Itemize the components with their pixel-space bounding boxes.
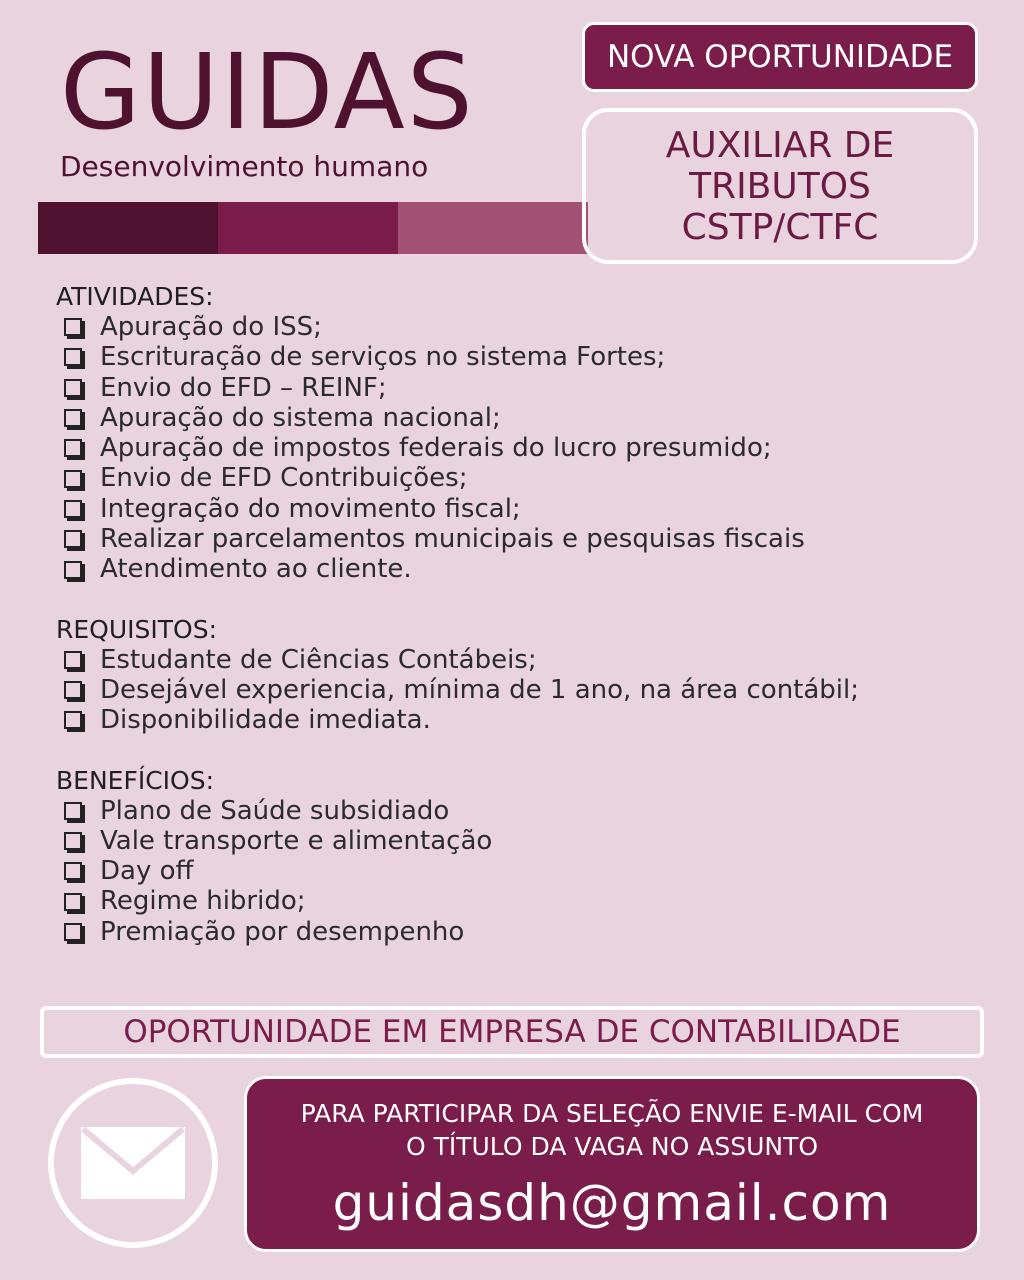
brand-title: GUIDAS <box>60 31 475 153</box>
job-title-box <box>582 108 978 264</box>
list-item <box>56 675 956 705</box>
brand-color-bar <box>38 202 588 254</box>
list-item <box>56 524 956 554</box>
new-opportunity-badge: NOVA OPORTUNIDADE <box>582 22 978 92</box>
checkbox-icon <box>64 923 82 941</box>
job-title-line: CSTP/CTFC <box>681 206 879 248</box>
list-item <box>56 705 956 735</box>
checkbox-icon <box>64 561 82 579</box>
list-item <box>56 554 956 584</box>
checkbox-icon <box>64 651 82 669</box>
checkbox-icon <box>64 711 82 729</box>
list-item-text: Apuração do ISS; <box>100 312 322 342</box>
list-item-text: Integração do movimento fiscal; <box>100 493 521 524</box>
checkbox-icon <box>64 802 82 820</box>
list-item-text: Premiação por desempenho <box>100 916 465 947</box>
section-title: REQUISITOS: <box>56 614 217 644</box>
cta-instruction-line: PARA PARTICIPAR DA SELEÇÃO ENVIE E-MAIL COM <box>300 1099 924 1128</box>
list-item-text: Apuração de impostos federais do lucro presumido; <box>100 433 772 464</box>
job-title-line: AUXILIAR DE <box>665 124 895 166</box>
envelope-icon <box>81 1127 185 1199</box>
section-title: ATIVIDADES: <box>56 282 214 311</box>
checkbox-icon <box>64 318 82 336</box>
cta-instruction-line: O TÍTULO DA VAGA NO ASSUNTO <box>405 1132 819 1161</box>
checkbox-icon <box>64 409 82 427</box>
list-item-text: Regime hibrido; <box>100 886 306 917</box>
checkbox-icon <box>64 470 82 488</box>
color-bar-dark <box>38 202 218 254</box>
list-item-text: Day off <box>100 856 194 887</box>
list-item-text: Plano de Saúde subsidiado <box>100 795 450 826</box>
list-item <box>56 886 956 916</box>
list-item <box>56 342 956 372</box>
brand-subtitle: Desenvolvimento humano <box>60 150 429 183</box>
checkbox-icon <box>64 862 82 880</box>
job-details <box>56 282 956 977</box>
contact-email[interactable]: guidasdh@gmail.com <box>332 1174 892 1232</box>
checkbox-icon <box>64 530 82 548</box>
section-requisitos <box>56 615 956 736</box>
list-item-text: Escrituração de serviços no sistema Fortes; <box>100 342 666 373</box>
list-item-text: Estudante de Ciências Contábeis; <box>100 644 537 675</box>
list-item <box>56 463 956 493</box>
list-item-text: Envio do EFD – REINF; <box>100 372 387 403</box>
application-cta <box>244 1076 980 1252</box>
color-bar-light <box>398 202 588 254</box>
section-title: BENEFÍCIOS: <box>56 765 214 795</box>
list-item <box>56 312 956 342</box>
list-item-text: Envio de EFD Contribuições; <box>100 463 468 494</box>
list-item-text: Desejável experiencia, mínima de 1 ano, na área contábil; <box>100 674 860 705</box>
checkbox-icon <box>64 379 82 397</box>
list-item-text: Realizar parcelamentos municipais e pesquisas fiscais <box>100 524 805 555</box>
checkbox-icon <box>64 832 82 850</box>
section-atividades <box>56 282 956 585</box>
list-item <box>56 796 956 826</box>
checkbox-icon <box>64 893 82 911</box>
list-item <box>56 917 956 947</box>
list-item <box>56 856 956 886</box>
checkbox-icon <box>64 500 82 518</box>
mail-icon-circle <box>48 1078 218 1248</box>
list-item <box>56 494 956 524</box>
color-bar-medium <box>218 202 398 254</box>
list-item-text: Disponibilidade imediata. <box>100 705 431 736</box>
brand-logo <box>60 31 475 183</box>
list-item <box>56 826 956 856</box>
checkbox-icon <box>64 681 82 699</box>
job-title-line: TRIBUTOS <box>689 165 871 207</box>
list-item-text: Apuração do sistema nacional; <box>100 402 501 433</box>
list-item <box>56 373 956 403</box>
list-item-text: Atendimento ao cliente. <box>100 554 412 585</box>
list-item <box>56 433 956 463</box>
checkbox-icon <box>64 348 82 366</box>
list-item <box>56 645 956 675</box>
checkbox-icon <box>64 439 82 457</box>
list-item-text: Vale transporte e alimentação <box>100 825 493 856</box>
section-beneficios <box>56 766 956 947</box>
opportunity-banner: OPORTUNIDADE EM EMPRESA DE CONTABILIDADE <box>40 1006 984 1058</box>
list-item <box>56 403 956 433</box>
